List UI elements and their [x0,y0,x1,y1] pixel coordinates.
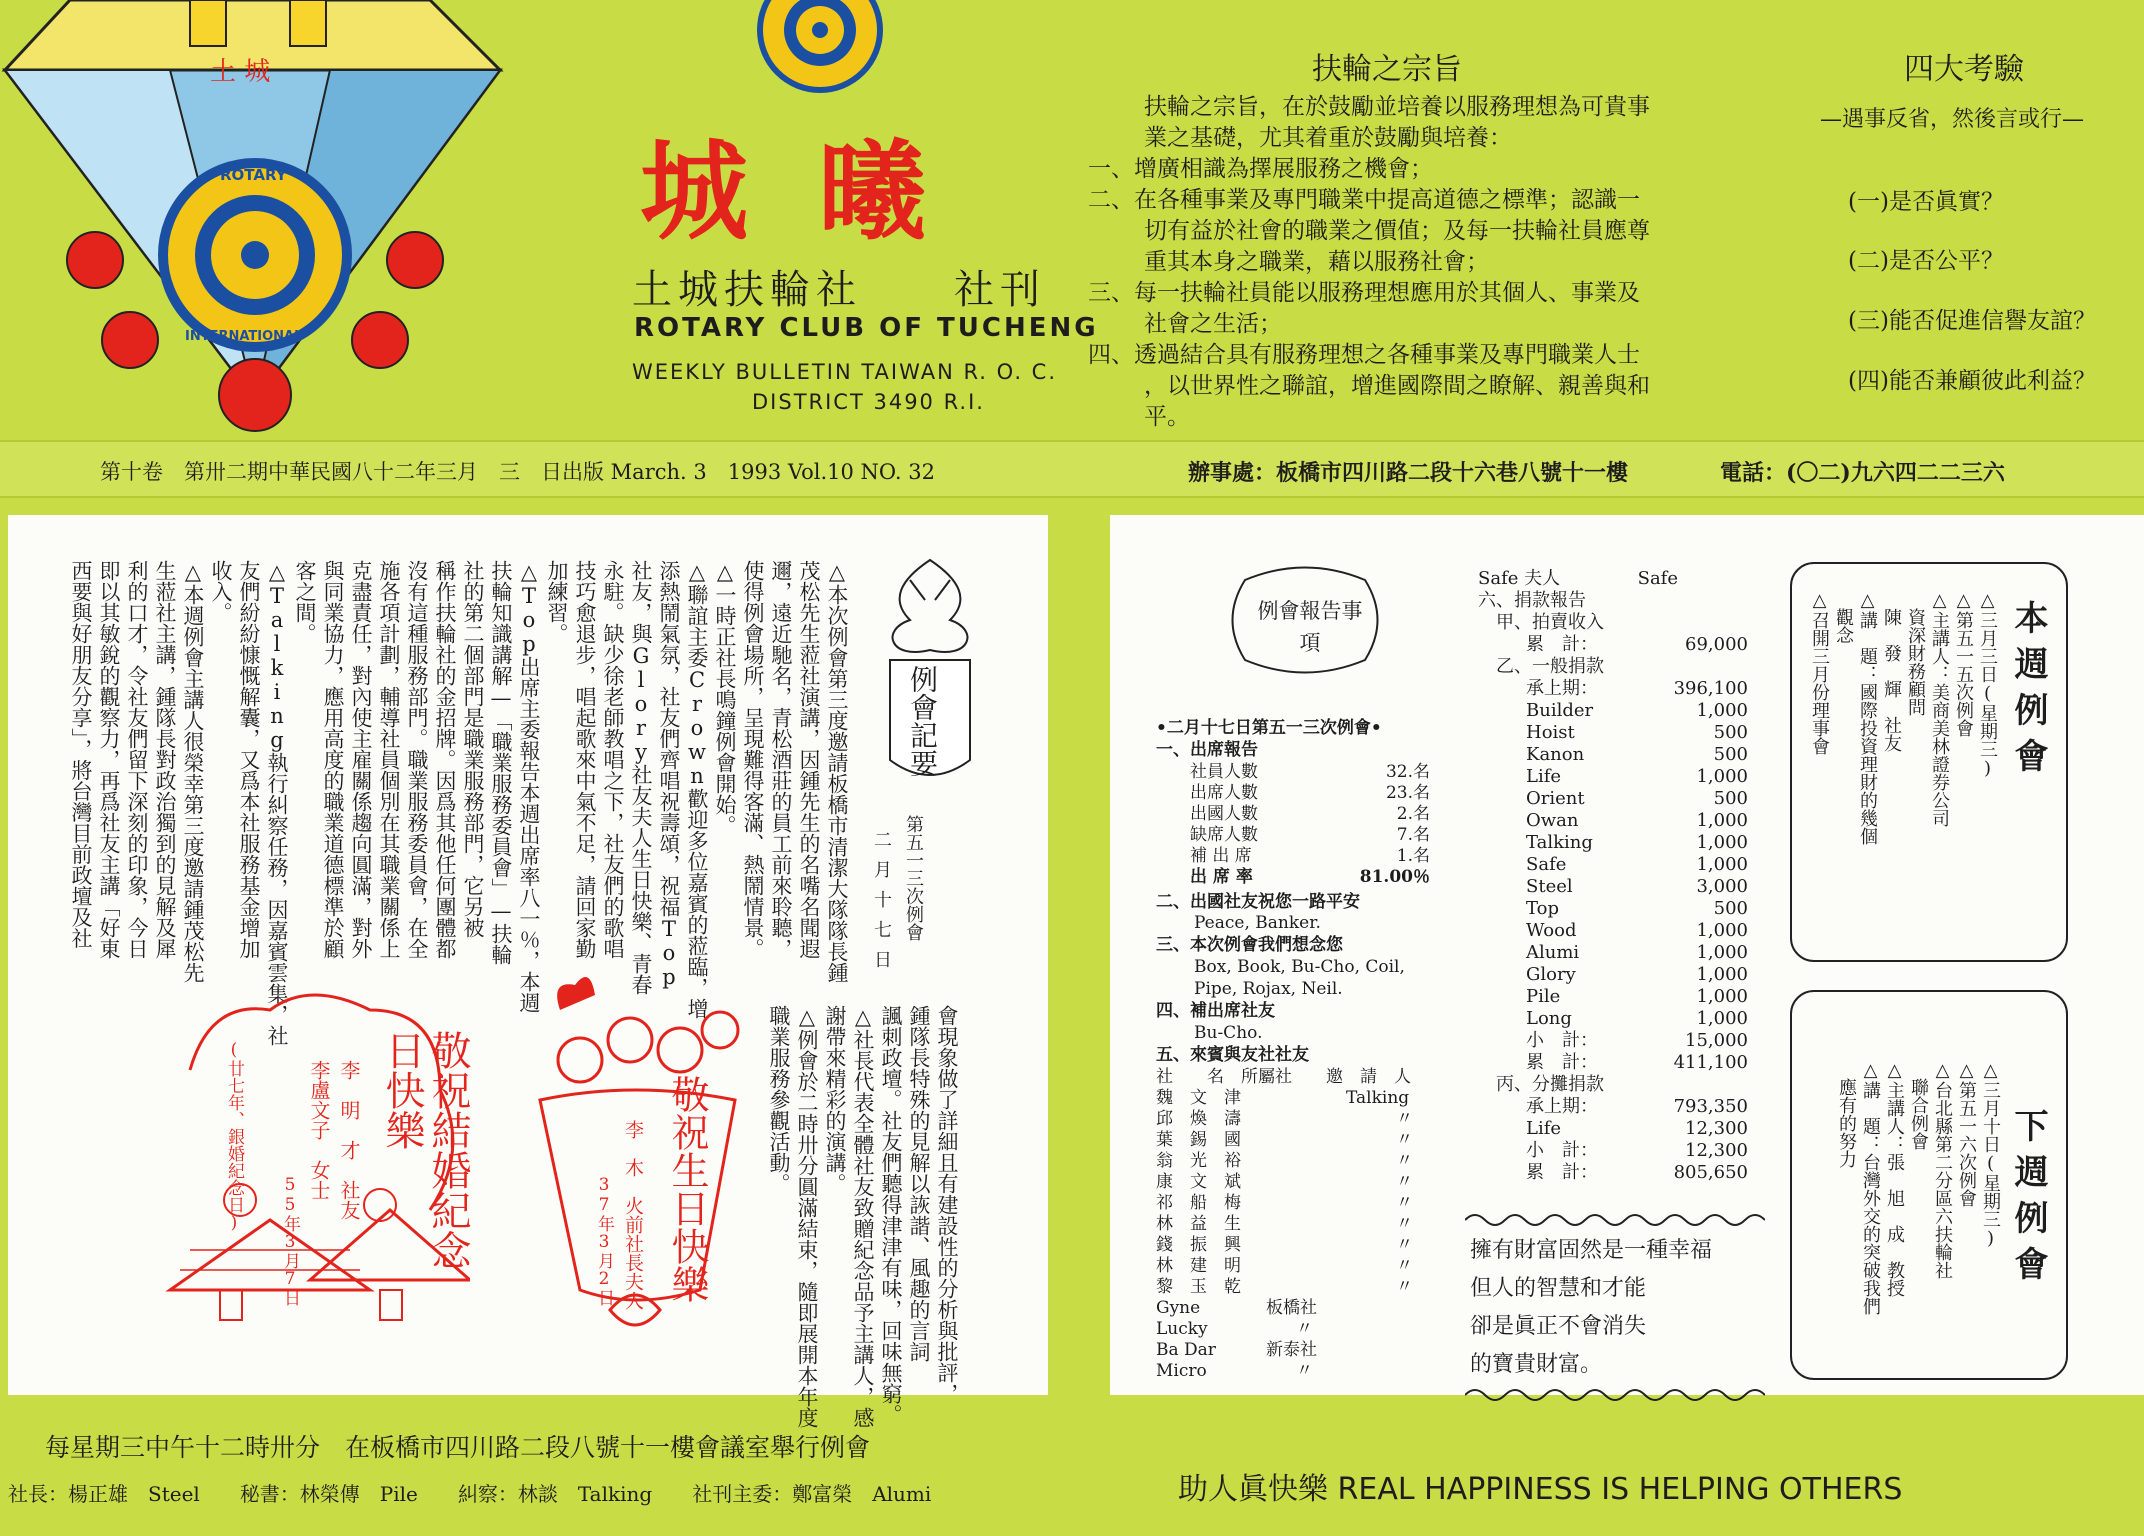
donation-value: 1,000 [1696,942,1748,963]
meeting-summary-header: 例會記要 [906,665,939,777]
weekly-line-2: DISTRICT 3490 R.I. [752,390,985,414]
bulletin-title: 城曦 [640,129,997,255]
summary-column: 加練習。 [545,560,569,644]
summary-column: 諷刺政壇。社友們聽得津津有味，回味無窮。 [879,1005,903,1425]
donation-value: 3,000 [1696,876,1748,897]
summary-column: △例會於二時卅分圓滿結束，隨即展開本年度 [795,1005,819,1428]
guest-row [1156,1088,1446,1109]
donation-row [1478,568,1748,590]
guest-name: Ba Dar [1156,1340,1216,1360]
absent-members-1: Box, Book, Bu-Cho, Coil, [1194,957,1405,977]
objects-title: 扶輪之宗旨 [1312,52,1462,87]
guest-name: Micro [1156,1361,1207,1381]
guest-row [1156,1109,1446,1130]
guest-host: 〃 [1396,1130,1413,1150]
donations-section: 六、捐款報告 [1478,590,1586,611]
donation-value: 1,000 [1696,1008,1748,1029]
donation-row [1478,854,1748,876]
guest-club [1266,1151,1346,1172]
attendance-key: 補 出 席 [1190,846,1252,866]
donation-row [1478,1052,1748,1074]
guest-club [1266,1088,1346,1109]
donation-row [1478,964,1748,986]
summary-column: 克盡責任，對內使主雇關係趨向圓滿，對外 [349,560,373,959]
donation-value: 411,100 [1673,1052,1748,1073]
donation-key: Safe 夫人 [1478,568,1561,589]
donation-row [1478,678,1748,700]
attendance-row [1190,825,1430,846]
this-week-line: 陳 發 輝 社友 [1881,590,1902,752]
wedding-stamp-name-1: 李 明 才 社友 [337,1060,361,1220]
summary-column: △本次例會第三度邀請板橋市清潔大隊隊長鍾 [825,560,849,983]
guest-name: 魏 文 津 [1156,1088,1241,1108]
guest-row [1156,1172,1446,1193]
donation-row [1478,810,1748,832]
summary-column: 社的第二個部門是職業服務部門，它另被 [461,560,485,938]
guest-name: 翁 光 裕 [1156,1151,1241,1171]
donation-value: 1,000 [1696,766,1748,787]
donation-value: 500 [1713,722,1748,743]
donation-value: Safe [1637,568,1678,589]
guest-club: 〃 [1296,1319,1313,1339]
donation-key: Hoist [1526,722,1575,743]
wedding-stamp-date: 55年3月7日 [280,1175,300,1306]
attendance-key: 社員人數 [1190,762,1258,782]
next-week-line: △主講人：張 旭 成 教授 [1884,1060,1905,1297]
objects-text [1088,92,1650,433]
donation-key: 累 計： [1526,634,1598,655]
guest-host: Talking [1346,1088,1410,1108]
rotary-wordmark: ROTARY [220,166,287,184]
summary-column: 謝帶來精彩的演講。 [823,1005,847,1194]
donation-key: Life [1526,766,1562,787]
club-officers: 社長：楊正雄 Steel 秘書：林榮傳 Pile 糾察：林談 Talking 社刊主委：鄭富榮 Alumi [8,1482,932,1506]
donation-key: 小 計： [1526,1140,1598,1161]
auction-label: 甲、拍賣收入 [1496,612,1604,633]
donation-row [1478,788,1748,810]
birthday-stamp-name: 李 木 火前社長夫人 [622,1120,644,1310]
absent-section: 三、本次例會我們想念您 [1156,935,1343,955]
weekly-line-1: WEEKLY BULLETIN TAIWAN R. O. C. [632,360,1058,384]
report-header: 例會報告事項 [1257,599,1363,655]
donation-value: 1,000 [1696,986,1748,1007]
donation-key: Talking [1526,832,1593,853]
donation-row [1478,722,1748,744]
donation-value: 12,300 [1685,1140,1748,1161]
donation-value: 1,000 [1696,964,1748,985]
guest-club: 〃 [1296,1361,1313,1381]
abroad-section: 二、出國社友祝您一路平安 [1156,892,1360,912]
four-way-test-subtitle: —遇事反省，然後言或行— [1820,107,2085,132]
summary-column: 使得例會場所，呈現難得客滿、熱鬧情景。 [741,560,765,959]
this-week-lines [1808,590,2000,940]
donation-key: Steel [1526,876,1573,897]
international-wordmark: INTERNATIONAL [185,329,303,344]
donation-key: Alumi [1526,942,1580,963]
guest-host [1346,1361,1446,1382]
report-meeting-title: •二月十七日第五一三次例會• [1156,718,1382,738]
guests-section: 五、來賓與友社社友 [1156,1045,1309,1065]
summary-column: 鍾隊長特殊的見解以詼諧、風趣的言詞 [907,1005,931,1362]
attendance-value: 1.名 [1396,846,1430,866]
rotary-wheel-emblem [755,0,885,100]
summary-column: 邇，遠近馳名，青松酒莊的員工前來聆聽， [769,560,793,959]
guest-name: 錢 振 興 [1156,1235,1241,1255]
donation-key: 小 計： [1526,1030,1598,1051]
general-label: 乙、一般捐款 [1496,656,1604,677]
donation-value: 1,000 [1696,700,1748,721]
donation-value: 15,000 [1685,1030,1748,1051]
donation-key: Long [1526,1008,1572,1029]
donation-key: 承上期： [1526,678,1598,699]
summary-column: △一時正社長鳴鐘例會開始。 [713,560,737,836]
donation-value: 500 [1713,788,1748,809]
attendance-key: 缺席人數 [1190,825,1258,845]
attendance-key: 出 席 率 [1190,867,1253,887]
attendance-section: 一、出席報告 [1156,740,1258,760]
next-week-line: △台北縣第二分區六扶輪社 [1932,1060,1953,1279]
guest-club [1266,1109,1346,1130]
guest-club [1266,1235,1346,1256]
guest-name: 邱 煥 濤 [1156,1109,1241,1129]
guest-host: 〃 [1396,1256,1413,1276]
guest-row [1156,1361,1446,1382]
this-week-line: △主講人：美商美林證券公司 [1929,590,1950,827]
attendance-value: 2.名 [1396,804,1430,824]
donation-key: Owan [1526,810,1579,831]
abroad-members: Peace, Banker. [1194,913,1321,933]
guest-club [1266,1214,1346,1235]
donation-value: 500 [1713,744,1748,765]
guest-club: 板橋社 [1266,1298,1317,1318]
objects-line: 扶輪之宗旨，在於鼓勵並培養以服務理想為可貴事 [1144,94,1650,120]
wealth-quote [1470,1232,1712,1384]
donation-row [1478,1096,1748,1118]
guest-club: 新泰社 [1266,1340,1317,1360]
guest-name: Gyne [1156,1298,1201,1318]
quote-line: 卻是眞正不會消失 [1470,1314,1647,1339]
birthday-stamp-date: 37年3月2日 [594,1175,614,1306]
guest-host: 〃 [1396,1172,1413,1192]
guest-club [1266,1193,1346,1214]
objects-line: 四、透過結合具有服務理想之各種事業及專門職業人士 [1088,342,1640,368]
donation-key: Pile [1526,986,1561,1007]
guest-row [1156,1319,1446,1340]
club-name-en: ROTARY CLUB OF TUCHENG [634,313,1099,343]
summary-column: 利的口才，令社友們留下深刻的印象，今日 [125,560,149,959]
summary-column: 客之間。 [293,560,317,644]
summary-column: 即以其敏銳的觀察力，再爲社友主講「好東 [97,560,121,959]
this-week-line: △三月三日(星期三) [1977,590,1998,779]
objects-line: 業之基礎，尤其着重於鼓勵與培養： [1144,125,1512,151]
donation-key: Wood [1526,920,1577,941]
guest-row [1156,1151,1446,1172]
next-week-title: 下週例會 [2008,1108,2048,1292]
guest-host: 〃 [1396,1193,1413,1213]
donation-value: 805,650 [1673,1162,1748,1183]
meeting-summary-columns [60,560,850,1046]
objects-line: 社會之生活； [1144,311,1282,337]
tucheng-diamond-logo [0,0,560,440]
donation-row [1478,744,1748,766]
donation-row [1478,634,1748,656]
donation-row [1478,876,1748,898]
office-address: 辦事處：板橋市四川路二段十六巷八號十一樓 [1188,460,1629,486]
donation-key: 累 計： [1526,1052,1598,1073]
guest-club [1266,1130,1346,1151]
attendance-row [1190,804,1430,825]
summary-column: 與同業協力，應用高度的職業道德標準於顧 [321,560,345,959]
donation-value: 69,000 [1685,634,1748,655]
donation-row [1478,1140,1748,1162]
four-way-test-item: (二)是否公平？ [1848,248,2004,274]
guest-host: 〃 [1396,1214,1413,1234]
summary-column: 技巧愈退步，唱起歌來中氣不足，請回家勤 [573,560,597,959]
donation-row [1478,766,1748,788]
summary-column: 茂松先生蒞社演講，因鍾先生的名嘴名聞遐 [797,560,821,959]
attendance-table [1190,762,1430,888]
summary-column: △社長代表全體社友致贈紀念品予主講人，感 [851,1005,875,1428]
logo-text: 土 城 [210,57,271,87]
donation-value: 500 [1713,898,1748,919]
donation-value: 1,000 [1696,854,1748,875]
guest-host [1346,1319,1446,1340]
guest-host: 〃 [1396,1109,1413,1129]
donation-row [1478,1118,1748,1140]
attendance-key: 出國人數 [1190,804,1258,824]
donation-key: Life [1526,1118,1562,1139]
wedding-stamp-title: 敬祝結婚紀念日快樂 [379,1030,471,1270]
guest-name: Lucky [1156,1319,1208,1339]
shared-label: 丙、分攤捐款 [1496,1074,1604,1095]
donation-value: 1,000 [1696,832,1748,853]
summary-column: 社友，與Glory社友夫人生日快樂、青春 [629,560,653,995]
donation-row [1478,986,1748,1008]
donation-key: 累 計： [1526,1162,1598,1183]
attendance-value: 23.名 [1385,783,1430,803]
donation-row [1478,920,1748,942]
this-week-line: △召開三月份理事會 [1809,590,1830,755]
guest-name: 祁 船 梅 [1156,1193,1241,1213]
this-week-line: △第五一五次例會 [1953,590,1974,737]
attendance-value: 7.名 [1396,825,1430,845]
guest-name: 林 建 明 [1156,1256,1241,1276]
attendance-value: 81.00％ [1359,867,1430,887]
summary-column: △Talking執行糾察任務，因嘉賓雲集，社 [265,560,289,1046]
guest-name: 葉 錫 國 [1156,1130,1241,1150]
quote-line: 擁有財富固然是一種幸福 [1470,1238,1713,1263]
summary-column: 會現象做了詳細且有建設性的分析與批評， [935,1005,959,1404]
donation-value: 396,100 [1673,678,1748,699]
summary-column: 稱作扶輪社的金招牌。因爲其他任何團體都 [433,560,457,959]
this-week-line: △講 題：國際投資理財的幾個 [1857,590,1878,845]
this-week-line: 觀念 [1833,590,1854,644]
donation-row [1478,832,1748,854]
guest-host: 〃 [1396,1277,1413,1297]
guests-table [1156,1088,1446,1382]
next-week-line: 聯合例會 [1908,1060,1929,1150]
makeup-members: Bu-Cho. [1194,1023,1263,1043]
guest-row [1156,1130,1446,1151]
summary-column: △Top出席主委報告本週出席率八一％，本週 [517,560,541,1013]
wedding-stamp-note: (廿七年、銀婚紀念日) [224,1040,244,1233]
meeting-schedule: 每星期三中午十二時卅分 在板橋市四川路二段八號十一樓會議室舉行例會 [45,1433,871,1462]
objects-line: 平。 [1144,404,1190,430]
this-week-title: 本週例會 [2008,600,2048,784]
four-way-test-title: 四大考驗 [1904,52,2024,87]
four-way-test-item: (三)能否促進信譽友誼？ [1848,308,2096,334]
donation-key: Glory [1526,964,1576,985]
wavy-divider-bottom [1465,1385,1765,1405]
donation-key: Kanon [1526,744,1585,765]
issue-info: 第十卷 第卅二期中華民國八十二年三月 三 日出版 March. 3 1993 Vol.10 NO. 32 [100,460,935,484]
absent-members-2: Pipe, Rojax, Neil. [1194,979,1343,999]
attendance-row [1190,867,1430,888]
donation-value: 793,350 [1673,1096,1748,1117]
donation-key: Safe [1526,854,1567,875]
donation-row [1478,700,1748,722]
donation-key: Top [1526,898,1559,919]
next-week-line: △三月十日(星期三) [1980,1060,2001,1249]
objects-line: 切有益於社會的職業之價值；及每一扶輪社員應尊 [1144,218,1650,244]
attendance-row [1190,846,1430,867]
summary-column: 施各項計劃，輔導社員個別在其職業關係上 [377,560,401,959]
guest-club [1266,1256,1346,1277]
guest-row [1156,1298,1446,1319]
guest-club [1266,1277,1346,1298]
club-name-cn: 土城扶輪社 社刊 [632,267,1046,313]
summary-column: 扶輪知識講解—「職業服務委員會」—扶輪 [489,560,513,965]
donation-row [1478,1008,1748,1030]
guest-row [1156,1214,1446,1235]
guest-host: 〃 [1396,1151,1413,1171]
summary-column: 添熱鬧氣氛，社友們齊唱祝壽頌，祝福Top [657,560,681,989]
donation-value: 12,300 [1685,1118,1748,1139]
weekly-bulletin-line [632,357,1057,417]
next-week-line: 應有的努力 [1836,1060,1857,1168]
guests-header: 社 名 所屬社 邀 請 人 [1156,1067,1411,1087]
wavy-divider-top [1465,1210,1765,1230]
donation-row [1478,1030,1748,1052]
guest-name: 黎 玉 乾 [1156,1277,1241,1297]
this-week-line: 資深財務顧問 [1905,590,1926,716]
meeting-summary-date: 二月十七日 [871,830,892,980]
wedding-stamp-name-2: 李盧文子 女士 [307,1060,331,1200]
attendance-key: 出席人數 [1190,783,1258,803]
attendance-value: 32.名 [1385,762,1430,782]
objects-line: 二、在各種事業及專門職業中提高道德之標準；認識一 [1088,187,1640,213]
guest-row [1156,1235,1446,1256]
next-week-line: △講 題：台灣外交的突破我們 [1860,1060,1881,1315]
four-way-test-item: (一)是否眞實？ [1848,189,2004,215]
makeup-section: 四、補出席社友 [1156,1001,1275,1021]
guest-row [1156,1340,1446,1361]
summary-column: 永駐。缺少徐老師教唱之下，社友們的歌唱 [601,560,625,959]
attendance-row [1190,783,1430,804]
summary-column: 收入。 [209,560,233,623]
guest-row [1156,1193,1446,1214]
attendance-row [1190,762,1430,783]
guest-club [1266,1172,1346,1193]
donation-key: Orient [1526,788,1585,809]
four-way-test-item: (四)能否兼顧彼此利益？ [1848,368,2096,394]
guest-row [1156,1256,1446,1277]
donation-value: 1,000 [1696,810,1748,831]
summary-column: △本週例會主講人很榮幸第三度邀請鍾茂松先 [181,560,205,983]
office-phone: 電話：(〇二)九六四二二三六 [1720,460,2005,486]
donation-key: Builder [1526,700,1594,721]
objects-line: 三、每一扶輪社員能以服務理想應用於其個人、事業及 [1088,280,1640,306]
donation-value: 1,000 [1696,920,1748,941]
quote-line: 的寶貴財富。 [1470,1352,1603,1377]
guest-name: 林 益 生 [1156,1214,1241,1234]
donation-key: 承上期： [1526,1096,1598,1117]
summary-column: 職業服務參觀活動。 [767,1005,791,1194]
objects-line: ，以世界性之聯誼，增進國際間之瞭解、親善與和 [1144,373,1650,399]
objects-line: 一、增廣相識為擇展服務之機會； [1088,156,1433,182]
quote-line: 但人的智慧和才能 [1470,1276,1647,1301]
summary-column: 生蒞社主講，鍾隊長對政治獨到的見解及犀 [153,560,177,959]
donation-row [1478,898,1748,920]
summary-column: 友們紛紛慷慨解囊，又爲本社服務基金增加 [237,560,261,959]
donation-row [1478,1162,1748,1184]
donations-report [1478,568,1748,1184]
objects-line: 重其本身之職業，藉以服務社會； [1144,249,1489,275]
guest-host: 〃 [1396,1235,1413,1255]
summary-column: △聯誼主委Crown歡迎多位嘉賓的蒞臨，增 [685,560,709,1019]
donation-row [1478,942,1748,964]
summary-column: 沒有這種服務部門。職業服務委員會，在全 [405,560,429,959]
club-motto: 助人眞快樂 REAL HAPPINESS IS HELPING OTHERS [1178,1472,1903,1507]
birthday-stamp-title: 敬祝生日快樂 [665,1075,709,1303]
guest-host [1346,1340,1446,1361]
guest-row [1156,1277,1446,1298]
next-week-lines [1835,1060,2003,1360]
summary-column: 西要與好朋友分享」，將台灣目前政壇及社 [69,560,93,949]
guest-host [1346,1298,1446,1319]
next-week-line: △第五一六次例會 [1956,1060,1977,1207]
meeting-summary-lower-columns [760,1005,960,1428]
meeting-summary-number: 第五一三次例會 [903,815,924,941]
guest-name: 康 文 斌 [1156,1172,1241,1192]
